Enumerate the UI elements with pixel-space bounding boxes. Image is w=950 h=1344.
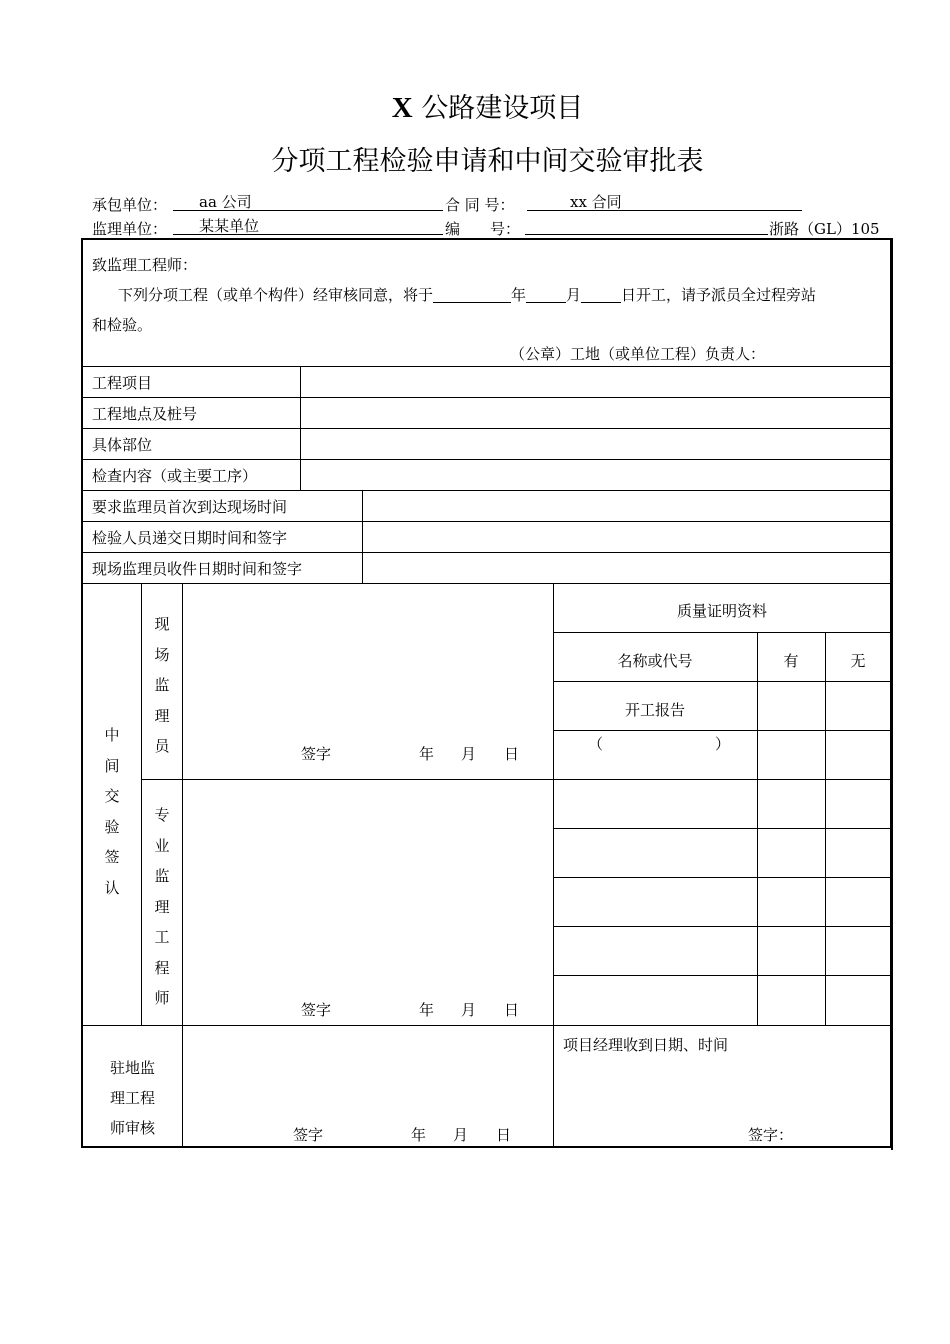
receive-input[interactable]: [363, 553, 891, 583]
number-label: 编 号：: [445, 220, 521, 238]
row-label-arrival: 要求监理员首次到达现场时间: [92, 498, 288, 516]
spec-sign-day: 日: [504, 1001, 520, 1019]
site-sign-day: 日: [504, 745, 520, 763]
supervisor-label: 监理单位：: [92, 220, 168, 238]
quality-col-name: 名称或代号: [617, 652, 693, 670]
site-supervisor-label: 现 场 监 理 员: [154, 615, 170, 755]
supervisor-field[interactable]: [173, 217, 443, 235]
pm-sign-label: 签字：: [748, 1126, 794, 1144]
table-shadow: [891, 238, 893, 1150]
submit-input[interactable]: [363, 522, 891, 552]
row-label-location: 工程地点及桩号: [92, 405, 198, 423]
request-body: [118, 287, 816, 303]
arrival-input[interactable]: [363, 491, 891, 521]
content-input[interactable]: [301, 460, 891, 490]
start-report-no-cell[interactable]: [826, 682, 891, 730]
start-year-field[interactable]: [433, 287, 511, 303]
salutation: 致监理工程师：: [92, 256, 198, 274]
start-report-yes-cell[interactable]: [758, 682, 825, 730]
title-line1: 公路建设项目: [421, 93, 584, 124]
month-label: 月: [566, 286, 582, 304]
quality-col-yes: 有: [783, 652, 799, 670]
pm-received-label: 项目经理收到日期、时间: [563, 1036, 729, 1054]
request-body-end: 和检验。: [92, 316, 153, 334]
quality-item2-close: ）: [715, 735, 731, 753]
resident-label: 驻地监 理工程 师审核: [109, 1059, 155, 1137]
row-label-content: 检查内容（或主要工序）: [92, 467, 258, 485]
resident-sign-day: 日: [496, 1126, 512, 1144]
middle-group-label: 中 间 交 验 签 认: [104, 726, 120, 897]
title-prefix: X: [391, 92, 413, 124]
form-table: [81, 238, 891, 1148]
start-day-field[interactable]: [581, 287, 621, 303]
quality-col-no: 无: [850, 652, 866, 670]
row-label-part: 具体部位: [92, 436, 153, 454]
row-label-submit: 检验人员递交日期时间和签字: [92, 529, 288, 547]
quality-title: 质量证明资料: [676, 602, 767, 620]
day-text: 日开工，请予派员全过程旁站: [621, 286, 817, 304]
specialist-label: 专 业 监 理 工 程 师: [154, 806, 170, 1007]
item2-no-cell[interactable]: [826, 731, 891, 779]
page-subtitle: 分项工程检验申请和中间交验审批表: [271, 146, 704, 177]
spec-sign-year: 年: [419, 1001, 435, 1019]
start-month-field[interactable]: [526, 287, 566, 303]
contractor-value: aa 公司: [199, 193, 252, 211]
site-supervisor-sign-area[interactable]: [183, 584, 553, 779]
specialist-sign-area[interactable]: [183, 780, 553, 1025]
request-signature: （公章）工地（或单位工程）负责人：: [510, 345, 766, 363]
contractor-field[interactable]: [173, 193, 443, 211]
location-input[interactable]: [301, 398, 891, 428]
request-body-start: 下列分项工程（或单个构件）经审核同意，将于: [118, 286, 434, 304]
contractor-label: 承包单位：: [92, 196, 168, 214]
site-sign-label: 签字: [301, 745, 332, 763]
contract-value: xx 合同: [570, 193, 622, 211]
page-title: [0, 86, 950, 125]
site-sign-month: 月: [461, 745, 477, 763]
quality-item-start-report: 开工报告: [624, 701, 685, 719]
spec-sign-label: 签字: [301, 1001, 332, 1019]
resident-sign-label: 签字: [293, 1126, 324, 1144]
item2-yes-cell[interactable]: [758, 731, 825, 779]
row-label-receive: 现场监理员收件日期时间和签字: [92, 560, 303, 578]
form-code: 浙路（GL）105: [769, 220, 880, 238]
number-field[interactable]: [525, 217, 768, 235]
pm-received-area[interactable]: [554, 1026, 891, 1148]
row-label-project: 工程项目: [92, 374, 153, 392]
resident-sign-year: 年: [411, 1126, 427, 1144]
site-sign-year: 年: [419, 745, 435, 763]
resident-sign-month: 月: [453, 1126, 469, 1144]
quality-item2-open: （: [588, 735, 604, 753]
part-input[interactable]: [301, 429, 891, 459]
spec-sign-month: 月: [461, 1001, 477, 1019]
project-input[interactable]: [301, 367, 891, 397]
year-label: 年: [511, 286, 527, 304]
contract-field[interactable]: [527, 193, 802, 211]
contract-label: 合 同 号：: [445, 196, 515, 214]
supervisor-value: 某某单位: [199, 217, 260, 235]
